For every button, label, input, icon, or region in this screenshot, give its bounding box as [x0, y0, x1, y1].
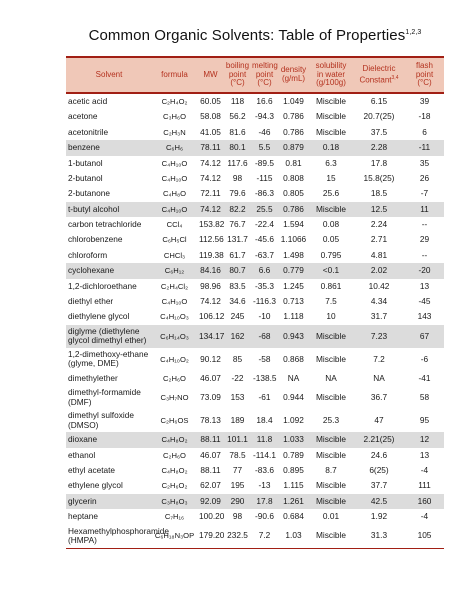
cell-solubility: Miscible	[309, 202, 353, 217]
cell-solubility: 6.3	[325, 157, 337, 168]
table-row	[66, 263, 444, 278]
cell-solubility: 0.05	[322, 234, 340, 245]
cell-solubility: Miscible	[309, 525, 353, 549]
cell-flash-point: 6	[422, 126, 427, 137]
cell-melting-point: 25.5	[251, 202, 278, 217]
table-body	[66, 93, 444, 548]
cell-flash-point: -18	[418, 111, 431, 122]
cell-mw: 62.07	[200, 480, 221, 491]
cell-solvent: 1,2-dimethoxy-ethane (glyme, DME)	[68, 348, 149, 369]
cell-solvent: ethylene glycol	[68, 480, 123, 491]
cell-boiling-point: 290	[224, 494, 251, 509]
cell-flash-point: 160	[405, 494, 444, 509]
cell-density: 0.808	[283, 172, 304, 183]
cell-flash-point: 58	[419, 392, 430, 402]
cell-formula: C₄H₁₀O	[161, 173, 188, 183]
cell-density: NA	[287, 372, 300, 383]
cell-formula: C₄H₁₀O₂	[160, 354, 189, 364]
cell-formula: C₆H₅Cl	[162, 235, 187, 245]
cell-density: 0.779	[278, 263, 309, 278]
cell-flash-point: 111	[418, 480, 431, 491]
cell-mw: 106.12	[199, 311, 225, 322]
cell-melting-point: -114.1	[253, 449, 276, 460]
cell-mw: 74.12	[200, 157, 221, 168]
cell-mw: 73.09	[200, 392, 221, 402]
table-row	[66, 386, 444, 409]
table-row	[66, 186, 444, 201]
cell-density: 0.684	[283, 511, 304, 522]
cell-density: 1.245	[283, 280, 304, 291]
cell-dielectric: 12.5	[353, 202, 405, 217]
cell-boiling-point: 98	[232, 511, 243, 522]
cell-mw: 88.11	[197, 432, 224, 447]
cell-formula: C₄H₈O₂	[152, 432, 197, 447]
cell-melting-point: 16.6	[256, 95, 273, 106]
cell-dielectric: 47	[374, 415, 384, 425]
cell-boiling-point: 117.6	[227, 157, 248, 168]
cell-melting-point: 5.5	[251, 140, 278, 155]
cell-dielectric: 10.42	[368, 280, 390, 291]
cell-melting-point: 11.8	[251, 432, 278, 447]
cell-solvent: dimethyl sulfoxide (DMSO)	[68, 410, 134, 430]
cell-boiling-point: 78.5	[229, 449, 246, 460]
cell-formula: C₃H₇NO	[160, 393, 189, 402]
header-boiling-point: boiling point (°C)	[224, 57, 251, 93]
cell-solubility: Miscible	[316, 480, 346, 491]
table-row	[66, 463, 444, 478]
table-header	[66, 57, 444, 93]
cell-density: 0.879	[278, 140, 309, 155]
cell-solubility: Miscible	[316, 392, 346, 402]
cell-mw: 88.11	[200, 464, 221, 475]
cell-boiling-point: 118	[230, 95, 245, 106]
cell-dielectric: 7.2	[373, 353, 385, 364]
table-row	[66, 125, 444, 140]
cell-formula: C₃H₆O	[162, 112, 187, 122]
cell-boiling-point: 80.7	[224, 263, 251, 278]
cell-mw: 134.17	[197, 325, 224, 348]
table-row	[66, 171, 444, 186]
cell-density: 0.805	[283, 188, 304, 199]
cell-density: 0.789	[283, 449, 304, 460]
cell-formula: C₄H₁₀O	[152, 202, 197, 217]
cell-boiling-point: 245	[230, 311, 245, 322]
cell-mw: 100.20	[199, 511, 225, 522]
cell-melting-point: -22.4	[255, 219, 274, 230]
table-row	[66, 494, 444, 509]
cell-solubility: 10	[326, 311, 336, 322]
cell-formula: C₂H₆O	[163, 450, 186, 460]
cell-flash-point: 143	[417, 311, 432, 322]
cell-boiling-point: 76.7	[229, 219, 246, 230]
cell-boiling-point: 85	[232, 353, 243, 364]
cell-melting-point: 17.8	[251, 494, 278, 509]
cell-formula: CHCl₃	[163, 250, 186, 260]
cell-density: 0.868	[283, 353, 304, 364]
cell-flash-point: 95	[419, 415, 430, 425]
cell-mw: 74.12	[200, 296, 221, 307]
cell-mw: 74.12	[200, 172, 221, 183]
cell-density: 0.895	[283, 464, 304, 475]
cell-solvent: dimethylether	[68, 372, 118, 383]
cell-solvent: ethyl acetate	[68, 464, 116, 475]
cell-solvent: diethyl ether	[68, 296, 114, 307]
cell-dielectric: 4.81	[370, 249, 388, 260]
page-title	[66, 27, 444, 44]
cell-solvent: heptane	[68, 511, 98, 522]
header-row	[66, 57, 444, 93]
cell-flash-point: -4	[420, 464, 429, 475]
cell-boiling-point: 153	[230, 392, 245, 402]
cell-melting-point: -13	[258, 480, 271, 491]
cell-dielectric: 20.7(25)	[363, 111, 395, 122]
cell-flash-point: -7	[420, 188, 429, 199]
cell-dielectric: 2.21(25)	[353, 432, 405, 447]
cell-dielectric: 6(25)	[369, 464, 389, 475]
cell-melting-point: -116.3	[253, 296, 276, 307]
cell-solubility: Miscible	[316, 449, 346, 460]
header-solubility: solubility in water (g/100g)	[309, 57, 353, 93]
cell-boiling-point: 189	[230, 415, 245, 425]
cell-boiling-point: 61.7	[229, 249, 246, 260]
table-row	[66, 509, 444, 524]
table-row	[66, 309, 444, 324]
cell-boiling-point: 98	[232, 172, 243, 183]
cell-formula: C₂H₆O₂	[161, 481, 188, 491]
cell-solvent: 2-butanone	[68, 188, 110, 199]
cell-solvent: dimethyl-formamide (DMF)	[68, 387, 141, 407]
cell-density: 0.786	[283, 126, 304, 137]
cell-flash-point: -6	[420, 353, 429, 364]
table-row	[66, 525, 444, 549]
cell-dielectric: 37.7	[370, 480, 388, 491]
cell-dielectric: NA	[373, 372, 385, 383]
cell-melting-point: -115	[256, 172, 273, 183]
cell-flash-point: 67	[405, 325, 444, 348]
cell-mw: 84.16	[197, 263, 224, 278]
cell-boiling-point: 82.2	[224, 202, 251, 217]
cell-formula: C₇H₁₆	[164, 512, 185, 522]
cell-density: 0.944	[283, 392, 304, 402]
cell-melting-point: 7.2	[251, 525, 278, 549]
cell-mw: 78.11	[197, 140, 224, 155]
cell-solvent: benzene	[66, 140, 152, 155]
cell-density: 1.092	[283, 415, 304, 425]
table-row	[66, 156, 444, 171]
cell-density: 0.786	[278, 202, 309, 217]
cell-dielectric: 1.92	[370, 511, 388, 522]
cell-melting-point: 18.4	[256, 415, 273, 425]
cell-boiling-point: 101.1	[224, 432, 251, 447]
header-dielectric: Dielectric Constant$^{3,4}$	[353, 57, 405, 93]
table-row	[66, 409, 444, 432]
cell-solvent: diethylene glycol	[68, 311, 130, 322]
cell-flash-point: 35	[419, 157, 430, 168]
cell-flash-point: -20	[405, 263, 444, 278]
cell-melting-point: 6.6	[251, 263, 278, 278]
cell-solvent: ethanol	[68, 449, 96, 460]
cell-flash-point: 13	[419, 280, 430, 291]
cell-formula: C₄H₈O	[162, 189, 187, 199]
cell-dielectric: 6.15	[370, 95, 388, 106]
header-melting-point: melting point (°C)	[251, 57, 278, 93]
cell-melting-point: -46	[258, 126, 271, 137]
cell-boiling-point: 195	[230, 480, 245, 491]
cell-density: 1.1066	[280, 234, 307, 245]
cell-formula: C₄H₁₀O	[161, 158, 188, 168]
cell-dielectric: 18.5	[370, 188, 388, 199]
cell-formula: C₄H₈O₂	[161, 465, 188, 475]
cell-solvent: 2-butanol	[68, 172, 103, 183]
cell-solvent: chloroform	[68, 249, 108, 260]
cell-solubility: NA	[325, 372, 337, 383]
cell-mw: 179.20	[197, 525, 224, 549]
cell-dielectric: 15.8(25)	[363, 172, 395, 183]
cell-flash-point: 13	[419, 449, 430, 460]
cell-melting-point: -45.6	[255, 234, 274, 245]
cell-solvent: diglyme (diethylene glycol dimethyl ether)	[66, 325, 152, 348]
cell-solubility: Miscible	[316, 95, 346, 106]
header-formula: formula	[152, 57, 197, 93]
cell-solubility: 15	[326, 172, 336, 183]
cell-solvent: acetone	[68, 111, 98, 122]
table-row	[66, 448, 444, 463]
cell-mw: 41.05	[200, 126, 221, 137]
cell-density: 1.118	[283, 311, 304, 322]
cell-formula: C₂H₄O₂	[161, 96, 188, 106]
cell-solubility: <0.1	[309, 263, 353, 278]
cell-flash-point: --	[421, 249, 428, 260]
cell-solubility: 0.08	[322, 219, 340, 230]
header-flash-point: flash point (°C)	[405, 57, 444, 93]
table-row	[66, 93, 444, 109]
cell-boiling-point: 162	[224, 325, 251, 348]
cell-mw: 58.08	[200, 111, 221, 122]
table-row	[66, 371, 444, 386]
cell-formula: C₄H₁₀O₃	[160, 312, 189, 322]
cell-solvent: carbon tetrachloride	[68, 219, 142, 230]
cell-density: 1.498	[283, 249, 304, 260]
cell-mw: 90.12	[200, 353, 221, 364]
properties-table	[66, 56, 444, 549]
cell-solubility: Miscible	[309, 432, 353, 447]
cell-solubility: Miscible	[309, 494, 353, 509]
cell-mw: 119.38	[199, 249, 224, 260]
table-row	[66, 294, 444, 309]
cell-formula: C₆H₁₄O₃	[152, 325, 197, 348]
title-references: 1,2,3	[405, 29, 422, 36]
cell-solvent: chlorobenzene	[68, 234, 123, 245]
cell-solubility: 8.7	[325, 464, 337, 475]
cell-density: 1.049	[283, 95, 304, 106]
header-density: density (g/mL)	[278, 57, 309, 93]
cell-formula: CCl₄	[166, 220, 183, 230]
cell-flash-point: -41	[418, 372, 431, 383]
cell-mw: 112.56	[199, 234, 224, 245]
cell-solvent: 1-butanol	[68, 157, 103, 168]
cell-density: 1.033	[278, 432, 309, 447]
cell-dielectric: 42.5	[353, 494, 405, 509]
table-row	[66, 325, 444, 348]
cell-melting-point: -35.3	[255, 280, 274, 291]
cell-dielectric: 17.8	[370, 157, 388, 168]
cell-density: 1.261	[278, 494, 309, 509]
cell-mw: 78.13	[200, 415, 221, 425]
cell-melting-point: -86.3	[255, 188, 274, 199]
cell-melting-point: -89.5	[255, 157, 274, 168]
cell-solubility: 0.861	[320, 280, 342, 291]
cell-solubility: 25.3	[322, 415, 340, 425]
cell-melting-point: -10	[258, 311, 271, 322]
cell-melting-point: -90.6	[255, 511, 274, 522]
cell-melting-point: -138.5	[253, 372, 277, 383]
cell-solvent: glycerin	[66, 494, 152, 509]
table-row	[66, 279, 444, 294]
cell-formula: C₆H₁₂	[152, 263, 197, 278]
table-row	[66, 348, 444, 371]
cell-melting-point: -83.6	[255, 464, 274, 475]
table-row	[66, 202, 444, 217]
header-mw: MW	[197, 57, 224, 93]
cell-dielectric: 2.02	[353, 263, 405, 278]
cell-melting-point: -68	[251, 325, 278, 348]
cell-dielectric: 24.6	[370, 449, 388, 460]
cell-mw: 92.09	[197, 494, 224, 509]
table-row	[66, 233, 444, 248]
table-row	[66, 140, 444, 155]
cell-mw: 98.96	[200, 280, 221, 291]
cell-density: 0.786	[283, 111, 304, 122]
cell-dielectric: 31.3	[353, 525, 405, 549]
cell-dielectric: 37.5	[370, 126, 388, 137]
cell-solvent: cyclohexane	[66, 263, 152, 278]
cell-formula: C₃H₈O₃	[152, 494, 197, 509]
cell-dielectric: 31.7	[370, 311, 388, 322]
cell-flash-point: 12	[405, 432, 444, 447]
cell-solubility: 0.795	[320, 249, 342, 260]
cell-melting-point: -63.7	[255, 249, 274, 260]
table-row	[66, 478, 444, 493]
cell-solubility: Miscible	[316, 353, 346, 364]
cell-formula: C₆H₁₈N₃OP	[152, 525, 197, 549]
table-row	[66, 217, 444, 232]
cell-melting-point: -58	[258, 353, 271, 364]
cell-dielectric: 36.7	[370, 392, 388, 402]
cell-boiling-point: 80.1	[224, 140, 251, 155]
cell-boiling-point: 83.5	[229, 280, 246, 291]
cell-solvent: acetonitrile	[68, 126, 109, 137]
cell-dielectric: 4.34	[370, 296, 388, 307]
cell-flash-point: --	[421, 219, 428, 230]
cell-boiling-point: 77	[232, 464, 243, 475]
cell-solubility: 0.01	[322, 511, 340, 522]
table-row	[66, 432, 444, 447]
cell-density: 1.594	[283, 219, 304, 230]
cell-flash-point: 29	[419, 234, 430, 245]
cell-solvent: t-butyl alcohol	[66, 202, 152, 217]
cell-solvent: 1,2-dichloroethane	[68, 280, 137, 291]
cell-boiling-point: 79.6	[229, 188, 246, 199]
cell-solubility: Miscible	[309, 325, 353, 348]
cell-solubility: Miscible	[316, 126, 346, 137]
cell-dielectric: 7.23	[353, 325, 405, 348]
cell-boiling-point: 131.7	[227, 234, 248, 245]
cell-formula: C₆H₆	[152, 140, 197, 155]
cell-mw: 153.82	[199, 219, 225, 230]
cell-melting-point: -61	[258, 392, 271, 402]
cell-density: 1.115	[283, 480, 304, 491]
cell-formula: C₄H₁₀O	[161, 297, 188, 307]
cell-formula: C₂H₆O	[163, 373, 186, 383]
cell-mw: 46.07	[200, 449, 221, 460]
cell-dielectric: 2.28	[353, 140, 405, 155]
cell-solvent: dioxane	[66, 432, 152, 447]
cell-solvent: acetic acid	[68, 95, 108, 106]
cell-mw: 72.11	[200, 188, 221, 199]
cell-density: 1.03	[278, 525, 309, 549]
cell-flash-point: -11	[405, 140, 444, 155]
cell-formula: C₂H₄Cl₂	[160, 281, 189, 291]
header-solvent: Solvent	[66, 57, 152, 93]
table-row	[66, 248, 444, 263]
cell-solubility: 25.6	[322, 188, 340, 199]
cell-boiling-point: 34.6	[229, 296, 246, 307]
title-text: Common Organic Solvents: Table of Properties	[88, 27, 406, 44]
cell-flash-point: 39	[419, 95, 430, 106]
cell-density: 0.81	[285, 157, 302, 168]
cell-mw: 74.12	[197, 202, 224, 217]
cell-formula: C₂H₃N	[163, 127, 186, 137]
cell-density: 0.713	[283, 296, 304, 307]
cell-mw: 60.05	[200, 95, 221, 106]
cell-dielectric: 2.24	[370, 219, 388, 230]
cell-melting-point: -94.3	[255, 111, 274, 122]
cell-boiling-point: 81.6	[229, 126, 246, 137]
cell-boiling-point: 56.2	[229, 111, 246, 122]
table-row	[66, 109, 444, 124]
cell-flash-point: 26	[419, 172, 430, 183]
cell-formula: C₂H₆OS	[160, 416, 189, 425]
cell-flash-point: -4	[420, 511, 429, 522]
cell-dielectric: 2.71	[370, 234, 388, 245]
cell-solubility: 0.18	[309, 140, 353, 155]
cell-flash-point: 105	[405, 525, 444, 549]
cell-solubility: Miscible	[316, 111, 346, 122]
cell-flash-point: 11	[405, 202, 444, 217]
cell-solubility: 7.5	[325, 296, 337, 307]
cell-boiling-point: 232.5	[224, 525, 251, 549]
cell-boiling-point: -22	[231, 372, 244, 383]
cell-mw: 46.07	[200, 372, 221, 383]
cell-flash-point: -45	[418, 296, 431, 307]
cell-density: 0.943	[278, 325, 309, 348]
cell-solvent: Hexamethylphosphoramide (HMPA)	[66, 525, 152, 549]
